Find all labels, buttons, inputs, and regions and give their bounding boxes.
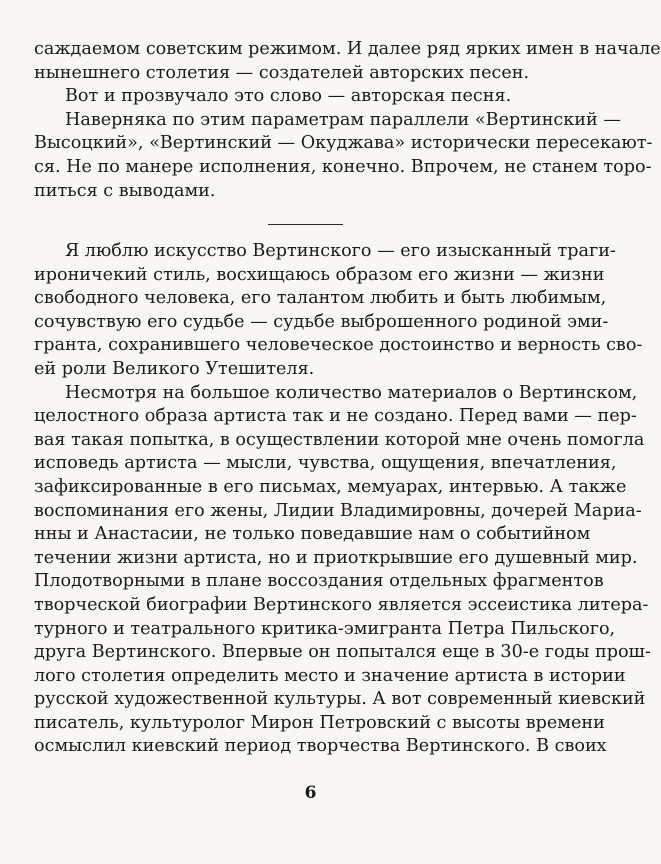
text-line: лого столетия определить место и значение артиста в истории (34, 665, 626, 686)
text-line: ся. Не по манере исполнения, конечно. Впрочем, не станем торо- (34, 156, 652, 177)
text-line: Вот и прозвучало это слово — авторская песня. (65, 86, 512, 107)
text-line: воспоминания его жены, Лидии Владимировны, дочерей Мариа- (34, 500, 642, 521)
text-line: ей роли Великого Утешителя. (34, 358, 315, 379)
text-line: творческой биографии Вертинского является эссеистика литера- (34, 594, 649, 615)
text-line: русской художественной культуры. А вот современный киевский (34, 689, 646, 710)
text-line: осмыслил киевский период творчества Вертинского. В своих (34, 736, 607, 757)
text-block-bottom (34, 240, 651, 759)
section-divider (268, 224, 343, 225)
text-line: свободного человека, его талантом любить и быть любимым, (34, 288, 607, 309)
text-line: питься с выводами. (34, 180, 216, 201)
text-line: Несмотря на большое количество материалов о Вертинском, (65, 382, 638, 403)
text-line: друга Вертинского. Впервые он попытался еще в 30-е годы прош- (34, 642, 651, 663)
text-line: саждаемом советским режимом. И далее ряд ярких имен в начале (34, 39, 661, 59)
text-line: Наверняка по этим параметрам параллели «Вертинский — (65, 109, 621, 130)
text-line: зафиксированные в его письмах, мемуарах, интервью. А также (34, 476, 627, 497)
text-line: турного и театрального критика-эмигранта Петра Пильского, (34, 618, 616, 639)
text-line: течении жизни артиста, но и приоткрывшие его душевный мир. (34, 547, 638, 568)
text-block-top (34, 38, 661, 203)
text-line: Плодотворными в плане воссоздания отдельных фрагментов (34, 571, 604, 592)
text-line: вая такая попытка, в осуществлении которой мне очень помогла (34, 429, 645, 450)
text-line: Я люблю искусство Вертинского — его изысканный траги- (65, 241, 616, 261)
page-number: 6 (304, 783, 317, 803)
text-line: нынешнего столетия — создателей авторских песен. (34, 62, 530, 83)
text-line: ироничекий стиль, восхищаюсь образом его жизни — жизни (34, 264, 605, 285)
text-line: писатель, культуролог Мирон Петровский с высоты времени (34, 712, 605, 733)
text-line: гранта, сохранившего человеческое достоинство и верность сво- (34, 335, 643, 356)
text-line: исповедь артиста — мысли, чувства, ощущения, впечатления, (34, 453, 617, 474)
text-line: нны и Анастасии, не только поведавшие нам о событийном (34, 524, 591, 545)
text-line: целостного образа артиста так и не создано. Перед вами — пер- (34, 406, 637, 427)
text-line: сочувствую его судьбе — судьбе выброшенного родиной эми- (34, 311, 609, 332)
text-line: Высоцкий», «Вертинский — Окуджава» исторически пересекают- (34, 133, 653, 154)
